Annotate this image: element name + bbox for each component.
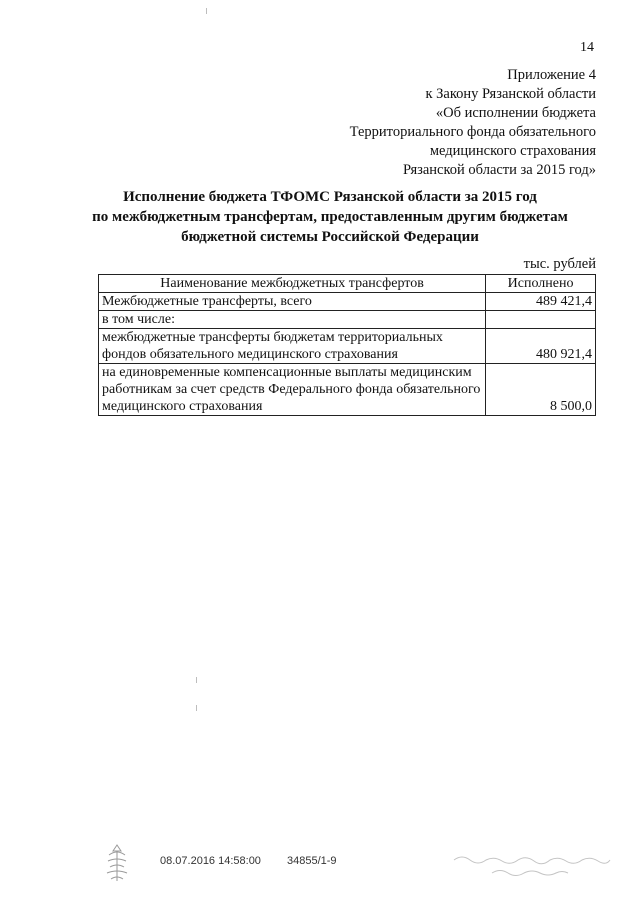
title-line: Исполнение бюджета ТФОМС Рязанской области за 2015 год (123, 189, 537, 205)
row-value (486, 311, 596, 329)
row-name: межбюджетные трансферты бюджетам территориальных фондов обязательного медицинского страхования (99, 329, 486, 364)
title-line: по межбюджетным трансфертам, предоставленным другим бюджетам (92, 209, 568, 225)
page-number: 14 (580, 40, 594, 55)
appendix-line: Приложение 4 (507, 67, 596, 83)
row-value: 480 921,4 (486, 329, 596, 364)
table-row (99, 293, 596, 311)
row-name: на единовременные компенсационные выплаты медицинским работникам за счет средств Федерального фонда обязательного медицинского страхования (99, 364, 486, 416)
scan-speck (206, 8, 207, 14)
row-value: 8 500,0 (486, 364, 596, 416)
footer-doc-code: 34855/1-9 (287, 855, 337, 867)
scan-speck (196, 705, 197, 711)
appendix-line: Территориального фонда обязательного (349, 124, 596, 140)
table-row (99, 364, 596, 416)
scan-speck (196, 677, 197, 683)
table-header-row (99, 275, 596, 293)
footer-datetime: 08.07.2016 14:58:00 (160, 855, 261, 867)
table-row (99, 311, 596, 329)
appendix-line: к Закону Рязанской области (425, 86, 596, 102)
row-name: Межбюджетные трансферты, всего (99, 293, 486, 311)
budget-table (98, 274, 596, 416)
row-value: 489 421,4 (486, 293, 596, 311)
header-name: Наименование межбюджетных трансфертов (99, 275, 486, 293)
units-label: тыс. рублей (523, 256, 596, 272)
appendix-block (350, 66, 596, 180)
table-row (99, 329, 596, 364)
appendix-line: «Об исполнении бюджета (435, 105, 596, 121)
faint-signature-icon (452, 852, 612, 878)
title-line: бюджетной системы Российской Федерации (181, 229, 479, 245)
stamp-icon (103, 843, 131, 883)
header-executed: Исполнено (486, 275, 596, 293)
appendix-line: Рязанской области за 2015 год» (402, 162, 596, 178)
row-name: в том числе: (99, 311, 486, 329)
document-title (60, 187, 600, 247)
appendix-line: медицинского страхования (429, 143, 596, 159)
